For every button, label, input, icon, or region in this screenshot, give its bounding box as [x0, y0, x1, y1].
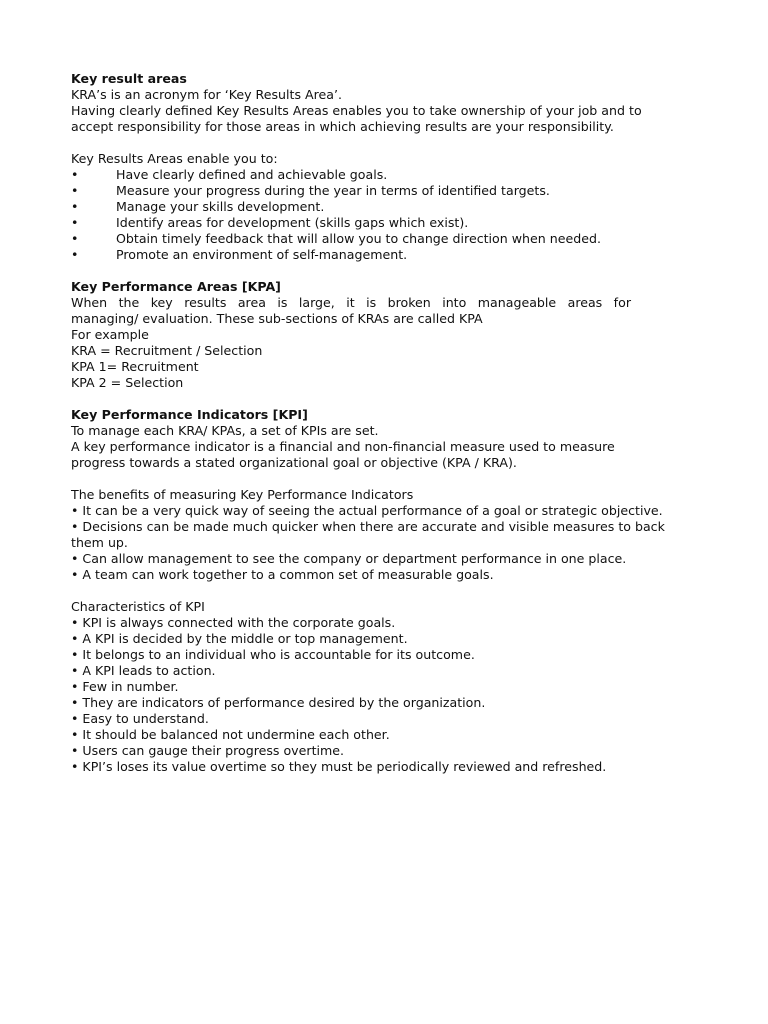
- kpi-benefit-item: • Can allow management to see the company or department performance in one place.: [71, 551, 627, 566]
- bullet-glyph: •: [71, 215, 79, 230]
- bullet-glyph: •: [71, 199, 79, 214]
- bullet-glyph: •: [71, 183, 79, 198]
- kra-bullet-item: [71, 231, 701, 247]
- kpa-line: KPA 2 = Selection: [71, 375, 184, 390]
- kpi-characteristic-item: • Easy to understand.: [71, 711, 209, 726]
- kpi-characteristics-intro: Characteristics of KPI: [71, 599, 205, 614]
- kra-bullet-text: Manage your skills development.: [116, 199, 325, 214]
- kra-bullet-text: Promote an environment of self-management.: [116, 247, 408, 262]
- kpi-characteristic-item: • It should be balanced not undermine each other.: [71, 727, 390, 742]
- kra-line: accept responsibility for those areas in which achieving results are your responsibility.: [71, 119, 614, 134]
- kpi-characteristic-item: • They are indicators of performance desired by the organization.: [71, 695, 486, 710]
- kpi-characteristic-item: • KPI is always connected with the corporate goals.: [71, 615, 396, 630]
- kpi-line: To manage each KRA/ KPAs, a set of KPIs are set.: [71, 423, 379, 438]
- kra-bullet-item: [71, 247, 701, 263]
- kpi-characteristic-item: • Few in number.: [71, 679, 179, 694]
- kpa-justified-line: When the key results area is large, it is broken into manageable areas for: [71, 295, 631, 310]
- kra-bullet-item: [71, 167, 701, 183]
- kra-heading: Key result areas: [71, 71, 187, 86]
- kra-line: KRA’s is an acronym for ‘Key Results Area’.: [71, 87, 343, 102]
- kra-bullet-item: [71, 183, 701, 199]
- kra-bullet-text: Measure your progress during the year in terms of identified targets.: [116, 183, 550, 198]
- kpi-benefit-item: • It can be a very quick way of seeing the actual performance of a goal or strategic objective.: [71, 503, 663, 518]
- kra-bullet-text: Identify areas for development (skills gaps which exist).: [116, 215, 469, 230]
- kpi-line: progress towards a stated organizational goal or objective (KPA / KRA).: [71, 455, 517, 470]
- document-page: [71, 71, 701, 775]
- bullet-glyph: •: [71, 247, 79, 262]
- kpi-benefit-item: them up.: [71, 535, 128, 550]
- kpi-benefit-item: • A team can work together to a common set of measurable goals.: [71, 567, 494, 582]
- kpa-line: managing/ evaluation. These sub-sections of KRAs are called KPA: [71, 311, 483, 326]
- kpa-heading: Key Performance Areas [KPA]: [71, 279, 281, 294]
- kpi-characteristic-item: • Users can gauge their progress overtime.: [71, 743, 345, 758]
- kpi-characteristic-item: • It belongs to an individual who is accountable for its outcome.: [71, 647, 475, 662]
- kpi-benefits-intro: The benefits of measuring Key Performance Indicators: [71, 487, 414, 502]
- kpi-line: A key performance indicator is a financial and non-financial measure used to measure: [71, 439, 615, 454]
- kpa-line: KRA = Recruitment / Selection: [71, 343, 263, 358]
- kra-bullet-text: Have clearly defined and achievable goals.: [116, 167, 388, 182]
- kpi-characteristic-item: • A KPI leads to action.: [71, 663, 216, 678]
- kra-line: Having clearly defined Key Results Areas enables you to take ownership of your job and to: [71, 103, 642, 118]
- kpa-line: KPA 1= Recruitment: [71, 359, 199, 374]
- kpi-characteristic-item: • A KPI is decided by the middle or top management.: [71, 631, 408, 646]
- kpa-line: For example: [71, 327, 149, 342]
- kpi-characteristic-item: • KPI’s loses its value overtime so they must be periodically reviewed and refreshed.: [71, 759, 607, 774]
- kpi-heading: Key Performance Indicators [KPI]: [71, 407, 308, 422]
- kra-bullet-item: [71, 215, 701, 231]
- kpi-benefit-item: • Decisions can be made much quicker when there are accurate and visible measures to back: [71, 519, 665, 534]
- bullet-glyph: •: [71, 167, 79, 182]
- bullet-glyph: •: [71, 231, 79, 246]
- kra-bullet-text: Obtain timely feedback that will allow you to change direction when needed.: [116, 231, 601, 246]
- kra-intro: Key Results Areas enable you to:: [71, 151, 278, 166]
- kra-bullet-item: [71, 199, 701, 215]
